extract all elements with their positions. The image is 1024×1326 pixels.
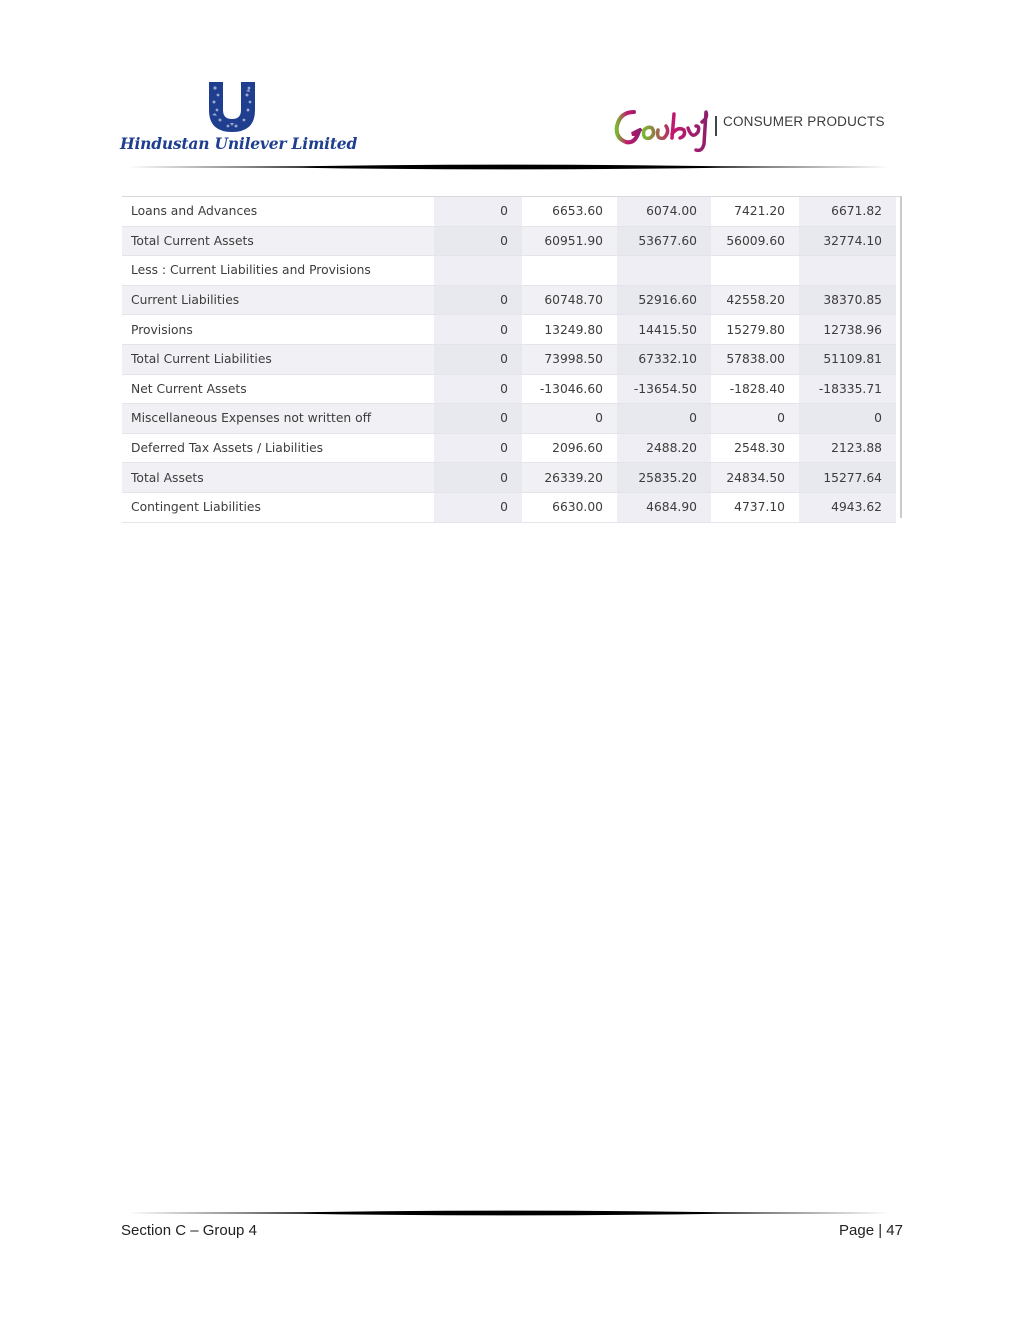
table-row [122,197,896,226]
cell-value: 25835.20 [617,463,711,493]
hindustan-unilever-logo [120,82,358,154]
cell-value: 0 [434,315,522,345]
cell-value: 0 [434,492,522,522]
table-row [122,344,896,374]
cell-value: 32774.10 [799,226,896,256]
cell-value: 0 [434,374,522,404]
cell-value: 0 [711,404,799,434]
table-row [122,315,896,345]
cell-value: 67332.10 [617,344,711,374]
row-label: Deferred Tax Assets / Liabilities [122,433,434,463]
cell-value: 13249.80 [522,315,617,345]
unilever-u-icon [206,82,258,132]
footer-rule [121,1208,899,1218]
row-label: Miscellaneous Expenses not written off [122,404,434,434]
cell-value: 7421.20 [711,197,799,226]
cell-value: 51109.81 [799,344,896,374]
row-label: Total Current Assets [122,226,434,256]
cell-value: 2123.88 [799,433,896,463]
cell-value [799,256,896,286]
logo-divider [715,116,717,136]
row-label: Provisions [122,315,434,345]
footer-page-number: Page | 47 [839,1222,903,1239]
cell-value: 0 [434,433,522,463]
cell-value: 4943.62 [799,492,896,522]
table-row [122,433,896,463]
cell-value: 52916.60 [617,285,711,315]
cell-value: 6671.82 [799,197,896,226]
cell-value: 6630.00 [522,492,617,522]
godrej-consumer-products-logo [612,104,902,154]
row-label: Loans and Advances [122,197,434,226]
cell-value: 60951.90 [522,226,617,256]
cell-value: -18335.71 [799,374,896,404]
cell-value: 0 [434,404,522,434]
cell-value: 53677.60 [617,226,711,256]
cell-value: 0 [434,285,522,315]
cell-value [617,256,711,286]
cell-value: 42558.20 [711,285,799,315]
cell-value: 57838.00 [711,344,799,374]
cell-value: 4737.10 [711,492,799,522]
table-row [122,404,896,434]
cell-value: 6653.60 [522,197,617,226]
godrej-wordmark-icon [612,104,712,154]
row-label: Less : Current Liabilities and Provisions [122,256,434,286]
row-label: Contingent Liabilities [122,492,434,522]
cell-value: 26339.20 [522,463,617,493]
cell-value: 2548.30 [711,433,799,463]
hul-wordmark: Hindustan Unilever Limited [120,134,358,153]
cell-value: -13046.60 [522,374,617,404]
cell-value: 24834.50 [711,463,799,493]
table-right-border [900,196,902,518]
row-label: Net Current Assets [122,374,434,404]
cell-value: 15279.80 [711,315,799,345]
row-label: Total Current Liabilities [122,344,434,374]
header-rule [121,162,899,172]
godrej-tagline: CONSUMER PRODUCTS [723,114,885,129]
cell-value: 0 [434,226,522,256]
cell-value: 14415.50 [617,315,711,345]
cell-value: 0 [434,197,522,226]
cell-value: 2488.20 [617,433,711,463]
row-label: Total Assets [122,463,434,493]
cell-value: 0 [799,404,896,434]
table-row [122,256,896,286]
cell-value: 2096.60 [522,433,617,463]
footer-section-label: Section C – Group 4 [121,1222,257,1239]
cell-value: 38370.85 [799,285,896,315]
cell-value: 73998.50 [522,344,617,374]
cell-value: -1828.40 [711,374,799,404]
cell-value [434,256,522,286]
cell-value: -13654.50 [617,374,711,404]
table-row [122,226,896,256]
cell-value: 4684.90 [617,492,711,522]
cell-value: 0 [522,404,617,434]
cell-value: 0 [617,404,711,434]
cell-value: 60748.70 [522,285,617,315]
cell-value [522,256,617,286]
balance-sheet-table [122,197,896,523]
cell-value: 6074.00 [617,197,711,226]
table-row [122,285,896,315]
table-row [122,463,896,493]
table-row [122,374,896,404]
row-label: Current Liabilities [122,285,434,315]
cell-value: 0 [434,463,522,493]
cell-value: 0 [434,344,522,374]
cell-value: 56009.60 [711,226,799,256]
table-row [122,492,896,522]
cell-value [711,256,799,286]
cell-value: 15277.64 [799,463,896,493]
cell-value: 12738.96 [799,315,896,345]
